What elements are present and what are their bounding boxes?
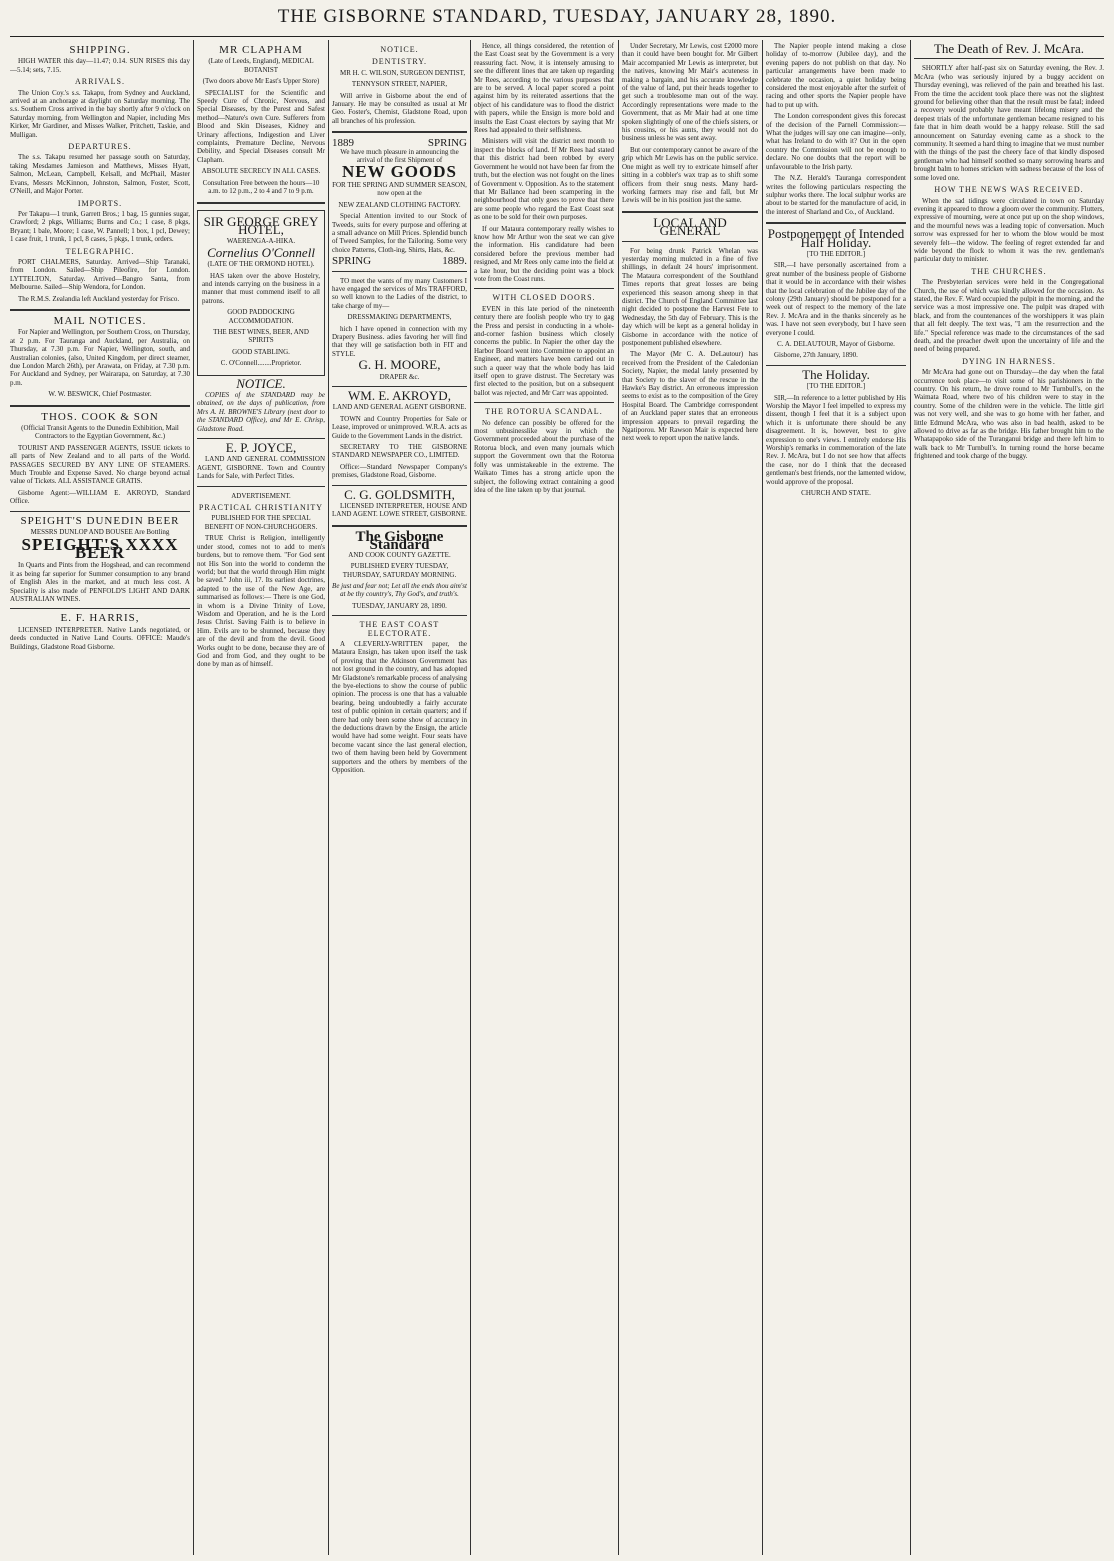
article-text: The Napier people intend making a close holiday of to-morrow (Jubilee day), and the evening papers do not publish on that day. No particular arrangements have been made to celebrate the occasion, a quiet holiday being considered the most enjoyable after the surfeit of racing and other sports the Napier people have had to put up with. — [766, 42, 906, 109]
spring-banner-bottom — [332, 255, 467, 268]
divider — [766, 365, 906, 366]
electorate-body: A CLEVERLY-WRITTEN paper, the Mataura Ensign, has taken upon itself the task of proving that the Atkinson Government has not lost ground in the country, and has adopted Mr Gladstone's remarkable process of analysing the bye-elections to show the course of public opinion. The process is one that has a valuable bearing, being undoubtedly a fairly accurate test of public opinion in certain quarters; and if there had only been some show of accuracy in the deductions drawn by the Ensign, the article would have had some weight. Four seats have become vacant since the last general election, two of them having been held by Government supporters and the others by members of the Opposition. — [332, 639, 467, 775]
article-text: Hence, all things considered, the retention of the East Coast seat by the Government is a very reassuring fact. Now, it is intensely amusing to see the different lines that are taken up regarding Mr Rees, according to the various purposes that are to be served. A local paper scored a point against him by its reiterated assertions that the object of his candidature was to flood the district with papers, while the Ensign is more bold and insults the East Coast electors by saying that Mr Rees had appealed to their selfishness. — [474, 42, 614, 135]
dying-heading: DYING IN HARNESS. — [962, 356, 1056, 366]
dentist-address: TENNYSON STREET, NAPIER, — [351, 80, 448, 89]
holiday-signature: CHURCH AND STATE. — [801, 489, 871, 498]
electorate-heading: THE EAST COAST ELECTORATE. — [359, 620, 440, 638]
departures: The s.s. Takapu resumed her passage south on Saturday, taking Mesdames Jamieson and Matthews, Misses Hyatt, Salmon, McLean, Campbell, Kelsall, and McPhail, Master Evans, Messrs McKinnon, Johnston, Salmon, Foster, Scott, O'Neill, and Major Porter. — [10, 153, 190, 196]
divider — [332, 615, 467, 616]
postponement-signature: C. A. DELAUTOUR, Mayor of Gisborne. — [777, 340, 895, 348]
column-divider — [470, 40, 471, 1555]
rms-note: The R.M.S. Zealandia left Auckland yesterday for Frisco. — [18, 294, 180, 303]
column-4 — [474, 42, 614, 1553]
divider — [332, 131, 467, 133]
hotel-stabling: GOOD STABLING. — [232, 347, 290, 356]
divider — [197, 438, 325, 439]
holiday-heading: The Holiday. — [802, 366, 870, 382]
column-divider — [618, 40, 619, 1555]
churches-body: The Presbyterian services were held in the Congregational Church, the use of which was kindly allowed for the occasion. As stated, the Rev. F. Ward occupied the pulpit in the morning, and the service was a most impressive one. The pulpit was draped with black, and from the countenances of the worshippers it was plain that all felt deeply. The text was, "I am the resurrection and the life." Special reference was made to the circumstances of the sad death, and the preacher dwelt upon the uncertainty of life and the need of being prepared. — [914, 278, 1104, 354]
goods-company: NEW ZEALAND CLOTHING FACTORY. — [338, 200, 461, 209]
news-heading: HOW THE NEWS WAS RECEIVED. — [934, 185, 1084, 195]
imports: Per Takapu—1 trunk, Garrett Bros.; 1 bag, 15 gunnies sugar, Crawford; 2 pkgs, Williams; Burns and Co.; 1 case, 8 pkgs, Bryant; 1 bale, Moore; 1 case, W. Pannell; 1 box, 1 pcl, Dewey; 1 case fruit, 1 trunk, 1 pcl, 8 cases, 5 pkgs, 1 trunk, orders. — [10, 209, 190, 244]
harris-heading: E. F. HARRIS, — [60, 612, 140, 625]
joyce-body: LAND AND GENERAL COMMISSION AGENT, GISBORNE. Town and Country Lands for Sale, with Perfect Titles. — [197, 455, 325, 481]
closed-doors-heading: WITH CLOSED DOORS. — [492, 293, 596, 303]
hotel-drinks: THE BEST WINES, BEER, AND SPIRITS — [213, 327, 309, 345]
column-divider — [910, 40, 911, 1555]
divider — [10, 608, 190, 609]
hotel-location: WAERENGA-A-HIKA. — [226, 237, 296, 246]
spring-year: 1889 — [332, 137, 354, 150]
masthead: THE GISBORNE STANDARD, TUESDAY, JANUARY 28, 1890. — [277, 6, 837, 27]
hotel-heading: SIR GEORGE GREY HOTEL, — [203, 213, 319, 237]
beer-body: In Quarts and Pints from the Hogshead, and can recommend it as being far superior for Summer consumption to any brand of English Ales in the market, and at much less cost. A Speciality is also made of PENFOLD'S LIGHT AND DARK AUSTRALIAN WINES. — [10, 561, 190, 603]
death-body: SHORTLY after half-past six on Saturday evening, the Rev. J. McAra (who was seriously injured by a buggy accident on Thursday evening), was relieved of the pain and breathed his last. From the time the accident took place there was not the slightest ground for believing other than that the result must be fatal; indeed a recovery would probably have meant lifelong misery and the deepest trials of the unfortunate gentleman became resigned to his fate that in him death would be a happy release. Still the sad announcement on Saturday evening came as a shock to the community. It seemed a hard thing to imagine that we must number with the things of the past the cheery face of that kindly disposed gentleman who had himself soothed so many sorrowing hearts and brought balm to homes stricken with sadness because of the loss of some loved one. — [914, 64, 1104, 182]
akroyd-heading: WM. E. AKROYD, — [348, 388, 451, 403]
hotel-owner: Cornelius O'Connell — [207, 244, 315, 260]
pc-heading: PRACTICAL CHRISTIANITY — [198, 503, 324, 513]
column-2 — [197, 42, 325, 1553]
imports-heading: IMPORTS. — [77, 198, 123, 208]
local-general-body-2: The Mayor (Mr C. A. DeLautour) has received from the President of the Caledonian Society, Napier, the medal lately presented by that Society to the slaver of the rescue in the Hawke's Bay district. An erroneous impression seems to exist as to the composition of the Grey Hospital Board. The Cambridge correspondent of an Auckland paper states that an erroneous impression appears to prevail regarding the Ngatiporou. Mr Rawson Mair is expected here next week to report upon the native lands. — [622, 350, 758, 443]
news-body: When the sad tidings were circulated in town on Saturday evening it appeared to throw a gloom over the community. Flutters, expressive of mourning, were at once put up on the shop windows, and the mournful news was a leading topic of conversation. Much sorrow was expressed for her to whom the blow would be most severely felt—the widow. The feeling of regret extended far and wide beyond the flock to whom it was the rev. gentleman's particular duty to minister. — [914, 196, 1104, 264]
divider — [622, 211, 758, 213]
dentist-heading: DENTISTRY. — [372, 57, 427, 67]
divider — [197, 202, 325, 204]
spring-label: SPRING — [427, 137, 467, 150]
column-divider — [762, 40, 763, 1555]
divider — [332, 271, 467, 272]
clapham-heading: MR CLAPHAM — [219, 44, 303, 56]
article-text: If our Mataura contemporary really wishes to know how Mr Arthur won the seat we can give the information. His candidature had been considered before the previous member had resigned, and Mr Rees only came into the field at a late hour, but the deciding point was a block vote from the Coast runs. — [474, 224, 614, 283]
column-5 — [622, 42, 758, 1553]
divider — [332, 525, 467, 527]
goldsmith-heading: C. G. GOLDSMITH, — [344, 486, 455, 502]
akroyd-office: Office:—Standard Newspaper Company's premises, Gladstone Road, Gisborne. — [332, 462, 467, 480]
column-divider — [193, 40, 194, 1555]
column-3 — [332, 42, 467, 1553]
moore-body: TO meet the wants of my many Customers I have engaged the services of Mrs TRAFFORD, so well known to the Ladies of the district, to take charge of my— — [332, 276, 467, 310]
telegraphic-heading: TELEGRAPHIC. — [65, 246, 135, 256]
closed-doors-body: EVEN in this late period of the nineteenth century there are foolish people who try to gag the Press and persist in conducting in a whole-and-corner fashion business which closely concerns the public. In Napier the other day the Harbor Board went into Committee to appoint an Engineer, and matters have been carried out in such a queer way that the whole body has laid itself open to grave distrust. The Secretary was first elected to the position, but on a subsequent ballot was rejected, and Mr Carr was appointed. — [474, 304, 614, 397]
clapham-hours: Consultation Free between the hours—10 a.m. to 12 p.m., 2 to 4 and 7 to 9 p.m. — [202, 178, 320, 196]
divider — [474, 402, 614, 403]
shipping-heading: SHIPPING. — [69, 44, 131, 56]
notice-body: COPIES of the STANDARD may be obtained, on the days of publication, from Mrs A. H. BROWNE'S Library (next door to the STANDARD Office), and Mr E. Chrisp, Gladstone Road. — [197, 391, 325, 433]
hotel-owner-subtitle: (LATE OF THE ORMOND HOTEL). — [207, 260, 315, 269]
hotel-body: HAS taken over the above Hostelry, and intends carrying on the business in a manner that must commend itself to all patrons. — [202, 271, 320, 305]
beer-subtitle: MESSRS DUNLOP AND BOUSEE Are Bottling — [30, 528, 170, 537]
cook-heading: THOS. COOK & SON — [41, 410, 159, 423]
telegraphic: PORT CHALMERS, Saturday. Arrived—Ship Taranaki, from London. Sailed—Ship Pileofire, for London. LYTTELTON, Saturday. Arrived—Bangro Santa, from Melbourne. Sailed—Ship Wendora, for London. — [10, 257, 190, 292]
goldsmith-body: LICENSED INTERPRETER, HOUSE AND LAND AGENT. LOWE STREET, GISBORNE. — [332, 502, 467, 519]
arrivals: The Union Coy.'s s.s. Takapu, from Sydney and Auckland, arrived at an anchorage at daylight on Saturday morning. The s.s. Southern Cross arrived in the bay shortly after 9 o'clock on Saturday morning, from Wellington and Napier, including Mrs Kirker, Mr Gardiner, and Misses Walker, Pritchett, Taskie, and Mulligan. — [10, 88, 190, 139]
paper-title: The Gisborne Standard — [355, 528, 444, 554]
moore-department: DRESSMAKING DEPARTMENTS, — [347, 313, 452, 322]
death-heading: The Death of Rev. J. McAra. — [933, 42, 1085, 56]
new-goods-banner: NEW GOODS — [342, 162, 457, 182]
article-text: But our contemporary cannot be aware of the grip which Mr Lewis has on the public service. One might as well try to extricate himself after sitting in a cobbler's wax trap as to shift some officers from their snug nests. Many hard-working farmers may rise and fall, but Mr Lewis will be in his position just the same. — [622, 145, 758, 205]
divider — [332, 386, 467, 387]
column-divider — [328, 40, 329, 1555]
arrivals-heading: ARRIVALS. — [75, 77, 125, 87]
goods-body: Special Attention invited to our Stock of Tweeds, suits for every purpose and offering at a small advance on Mill Prices. Splendid bunch of Tweed Samples, for the Tailoring. Some very choice Patterns, Cloth-ing, Shirts, Hats, &c. — [332, 212, 467, 254]
clapham-secrecy: ABSOLUTE SECRECY IN ALL CASES. — [201, 167, 321, 176]
tides: HIGH WATER this day—11.47; 0.14. SUN RISES this day—5.14; sets, 7.15. — [10, 57, 190, 74]
divider — [10, 511, 190, 512]
hotel-accommodation: GOOD PADDOCKING ACCOMMODATION. — [227, 308, 295, 325]
spring-banner-top — [332, 137, 467, 150]
spring-year: 1889. — [442, 255, 467, 268]
harris-body: LICENSED INTERPRETER. Native Lands negotiated, or deeds conducted in Native Land Courts. OFFICE: Maude's Buildings, Gladstone Road Gisborne. — [10, 625, 190, 651]
local-general-body: For being drunk Patrick Whelan was yesterday morning mulcted in a fine of five shillings, in default 24 hours' imprisonment. The Mataura correspondent of the Southland Times reports that great losses are being experienced this season among sheep in that district. The Church of England Committee last night decided to postpone the Harvest Fete to Wednesday, the 5th day of February. This is the day which will be kept as a general holiday in Gisborne in accordance with the notice of postponement published elsewhere. — [622, 246, 758, 347]
goods-season: FOR THE SPRING AND SUMMER SEASON, now open at the — [332, 180, 467, 198]
article-text: Under Secretary, Mr Lewis, cost £2000 more than it could have been bought for. Mr Gilbert Mair accompanied Mr Lewis as interpreter, but the natives, knowing Mr Mair's acuteness in making a bargain, and his accurate knowledge of the value of land, put their heads together to get such a troublesome man out of the way. Accordingly representations were made to the Government, that as Mr Mair had at one time spoken slightingly of one of the chiefs sisters, or his cousins, or his aunts, they would not do business unless he was sent away. — [622, 42, 758, 143]
akroyd-subtitle: LAND AND GENERAL AGENT GISBORNE. — [332, 403, 467, 412]
churches-heading: THE CHURCHES. — [971, 266, 1047, 276]
dying-body: Mr McAra had gone out on Thursday—the day when the fatal occurrence took place—to visit some of his parishioners in the country. On his return, he drove round to Mr Turnbull's, on the Waimata Road, where two of his children were to stay in the country. Some of the children were in the vehicle. The little girl was not very well, and she was to go home with her father, and little Edmund McAra, who was also in bad health, asked to be allowed to drive as far as the bridge. His father brought him to the Whatapapoko side of the Turanganui bridge and there left him to walk back to Mr Turnbull's. In turning round the horse became frightened and took charge of the buggy. — [914, 368, 1104, 461]
postponement-date: Gisborne, 27th January, 1890. — [774, 351, 858, 360]
advertisement-label: ADVERTISEMENT. — [231, 491, 291, 500]
hotel-proprietor: C. O'Connell........Proprietor. — [220, 359, 302, 368]
mail-heading: MAIL NOTICES. — [53, 314, 147, 327]
beer-heading: SPEIGHT'S DUNEDIN BEER — [20, 514, 180, 527]
mail-notices: For Napier and Wellington, per Southern Cross, on Thursday, at 2 p.m. For Tauranga and Auckland, per Australia, on Thursday, at 7.30 p.m. For Napier, Wellington, south, and Australian colonies, (also, United Kingdom, per direct steamer, due London March 26th), per Arawata, on Friday, at 7.30 p.m. For Auckland and Sydney, per Wairarapa, on Saturday, at 7.30 p.m. — [10, 328, 190, 387]
rotorua-heading: THE ROTORUA SCANDAL. — [485, 407, 603, 417]
departures-heading: DEPARTURES. — [68, 142, 132, 152]
holiday-to-editor: [TO THE EDITOR.] — [806, 382, 866, 391]
divider — [332, 485, 467, 486]
goods-intro: We have much pleasure in announcing the arrival of the first Shipment of — [340, 147, 459, 165]
beer-banner: SPEIGHT'S XXXX BEER — [21, 534, 179, 562]
holiday-body: SIR,—In reference to a letter published by His Worship the Mayor I feel impelled to express my dissent, though I feel that it is a subject upon which it is unfortunate there should be any disagreement. It is, however, best to give expression to one's views. I entirely endorse His Worship's remarks in commemoration of the late Rev. J. McAra, but I do not see how that affects the case, nor do I think that the deceased gentleman's best friends, nor the lamented widow, would approve of the proposal. — [766, 393, 906, 486]
column-7 — [914, 42, 1104, 1553]
notice-heading: NOTICE. — [236, 375, 286, 391]
clapham-body: SPECIALIST for the Scientific and Speedy Cure of Chronic, Nervous, and Special Diseases, by the Purest and Safest method—Nature's own Cure. Sufferers from Blood and Skin Diseases, Kidney and Urinary affections, Indigestion and Liver complaints, Premature Decline, Nervous Debility, and Special Diseases consult Mr Clapham. — [197, 88, 325, 164]
rotorua-body: No defence can possibly be offered for the most unbusinesslike way in which the Government proceeded about the purchase of the Rotorua block, and even many journals which support the Government own that the Rotorua folly was unmistakeable in the extreme. The Waikato Times has a strong article upon the subject, the following extract containing a good idea of the line taken up by that journal. — [474, 418, 614, 494]
paper-subtitle: AND COOK COUNTY GAZETTE. — [348, 550, 451, 559]
column-1 — [10, 42, 190, 1553]
spring-label: SPRING — [332, 255, 372, 268]
masthead-rule — [10, 36, 1104, 37]
divider — [10, 405, 190, 407]
postponement-body: SIR,—I have personally ascertained from a great number of the business people of Gisborne that it would be in accordance with their wishes that the local celebration of the Jubilee day of the colony (29th January) should be postponed for a week out of respect to the memory of the late Rev. J. McAra and in the thanks sincerely as he was. I have not seen everybody, but I have seen everyone I could. — [766, 261, 906, 337]
cook-subtitle: (Official Transit Agents to the Dunedin Exhibition, Mail Contractors to the Egyptian Government, &c.) — [21, 424, 179, 441]
paper-date: TUESDAY, JANUARY 28, 1890. — [352, 601, 447, 610]
paper-motto: Be just and fear not; Let all the ends thou aim'st at be thy country's, Thy God's, and truth's. — [332, 581, 467, 599]
article-text: Ministers will visit the district next month to inspect the blocks of land. If Mr Rees had stated that this district had been robbed by every Government he would not have been far from the truth, but the election was not fought on the lines of Government v. Opposition. As to the statement that Mr Ballance had been scampering in the neighbourhood that only goes to prove that there are some people who regard the East Coast seat as one to be sold for their own purposes. — [474, 137, 614, 222]
article-text: The London correspondent gives this forecast of the decision of the Parnell Commission:—What the judges will say one can imagine—only, what has Ireland to do with it? Out in the open country the Commission will not be enough to declare. No one doubts that the report will be unfavourable to the Irish party. — [766, 112, 906, 171]
paper-publication: PUBLISHED EVERY TUESDAY, THURSDAY, SATURDAY MORNING. — [342, 562, 457, 579]
postponement-to-editor: [TO THE EDITOR.] — [806, 249, 866, 258]
pc-body: TRUE Christ is Religion, intelligently under stood, comes not to add to men's burdens, but to remove them. "For God sent not His Son into the world to condemn the world; but that the world through Him might be saved." John iii, 17. Its earliest doctrines, adapted to the use of the New Age, are summarised as follows:— There is one God, in whom is a Divine Trinity of Love, Wisdom and Operation, and he is the Lord Jesus Christ. Saving Faith is to believe in Him. Evils are to be shunned, because they are of the devil and from the devil. Good Works ought to be done, because they are of God and from God, and they ought to be done by man as of himself. — [197, 534, 325, 669]
postponement-heading: Postponement of Intended Half Holiday. — [767, 226, 905, 250]
dentist-body: Will arrive in Gisborne about the end of January. He may be consulted as usual at Mr Geo. Foster's, Chemist, Gladstone Road, upon all branches of his profession. — [332, 91, 467, 125]
divider — [10, 309, 190, 311]
dentist-name: MR H. C. WILSON, SURGEON DENTIST, — [340, 68, 466, 77]
cook-body: TOURIST AND PASSENGER AGENTS, ISSUE tickets to all parts of New Zealand and to all parts of the World. PASSAGES SECURED BY ANY LINE OF STEAMERS. Much Trouble and Expense Saved. No charge beyond actual value of Tickets. ALL ASSISTANCE GRATIS. — [10, 443, 190, 486]
akroyd-secretary: SECRETARY TO THE GISBORNE STANDARD NEWSPAPER CO., LIMITED. — [332, 443, 467, 460]
moore-title: DRAPER &c. — [379, 372, 420, 381]
column-6 — [766, 42, 906, 1553]
akroyd-body: TOWN and Country Properties for Sale or Lease, improved or unimproved. W.R.A. acts as Guide to the Government Lands in the district. — [332, 414, 467, 440]
divider — [766, 222, 906, 224]
divider — [197, 486, 325, 487]
divider — [474, 288, 614, 289]
divider — [914, 58, 1104, 59]
joyce-heading: E. P. JOYCE, — [225, 440, 297, 456]
dentist-notice: NOTICE. — [380, 45, 419, 54]
mail-signoff: W. W. BESWICK, Chief Postmaster. — [48, 390, 152, 399]
clapham-address: (Two doors above Mr East's Upper Store) — [202, 77, 320, 86]
moore-body-2: hich I have opened in connection with my Drapery Business. adies favoring her will find that they will ge satisfaction both in FIT and STYLE. — [332, 324, 467, 358]
clapham-subtitle: (Late of Leeds, England), MEDICAL BOTANIST — [208, 57, 314, 74]
divider — [622, 241, 758, 242]
moore-name: G. H. MOORE, — [358, 357, 441, 373]
local-general-heading: LOCAL AND GENERAL — [653, 214, 727, 239]
cook-agent: Gisborne Agent:—WILLIAM E. AKROYD, Standard Office. — [10, 488, 190, 506]
pc-subtitle: PUBLISHED FOR THE SPECIAL BENEFIT OF NON-CHURCHGOERS. — [204, 514, 318, 531]
hotel-advert — [197, 210, 325, 376]
article-text: The N.Z. Herald's Tauranga correspondent writes the following particulars respecting the sulphur works there. The local sulphur works are about to be started for the manufacture of acid, in the interest of Sharland and Co., of Auckland. — [766, 174, 906, 216]
